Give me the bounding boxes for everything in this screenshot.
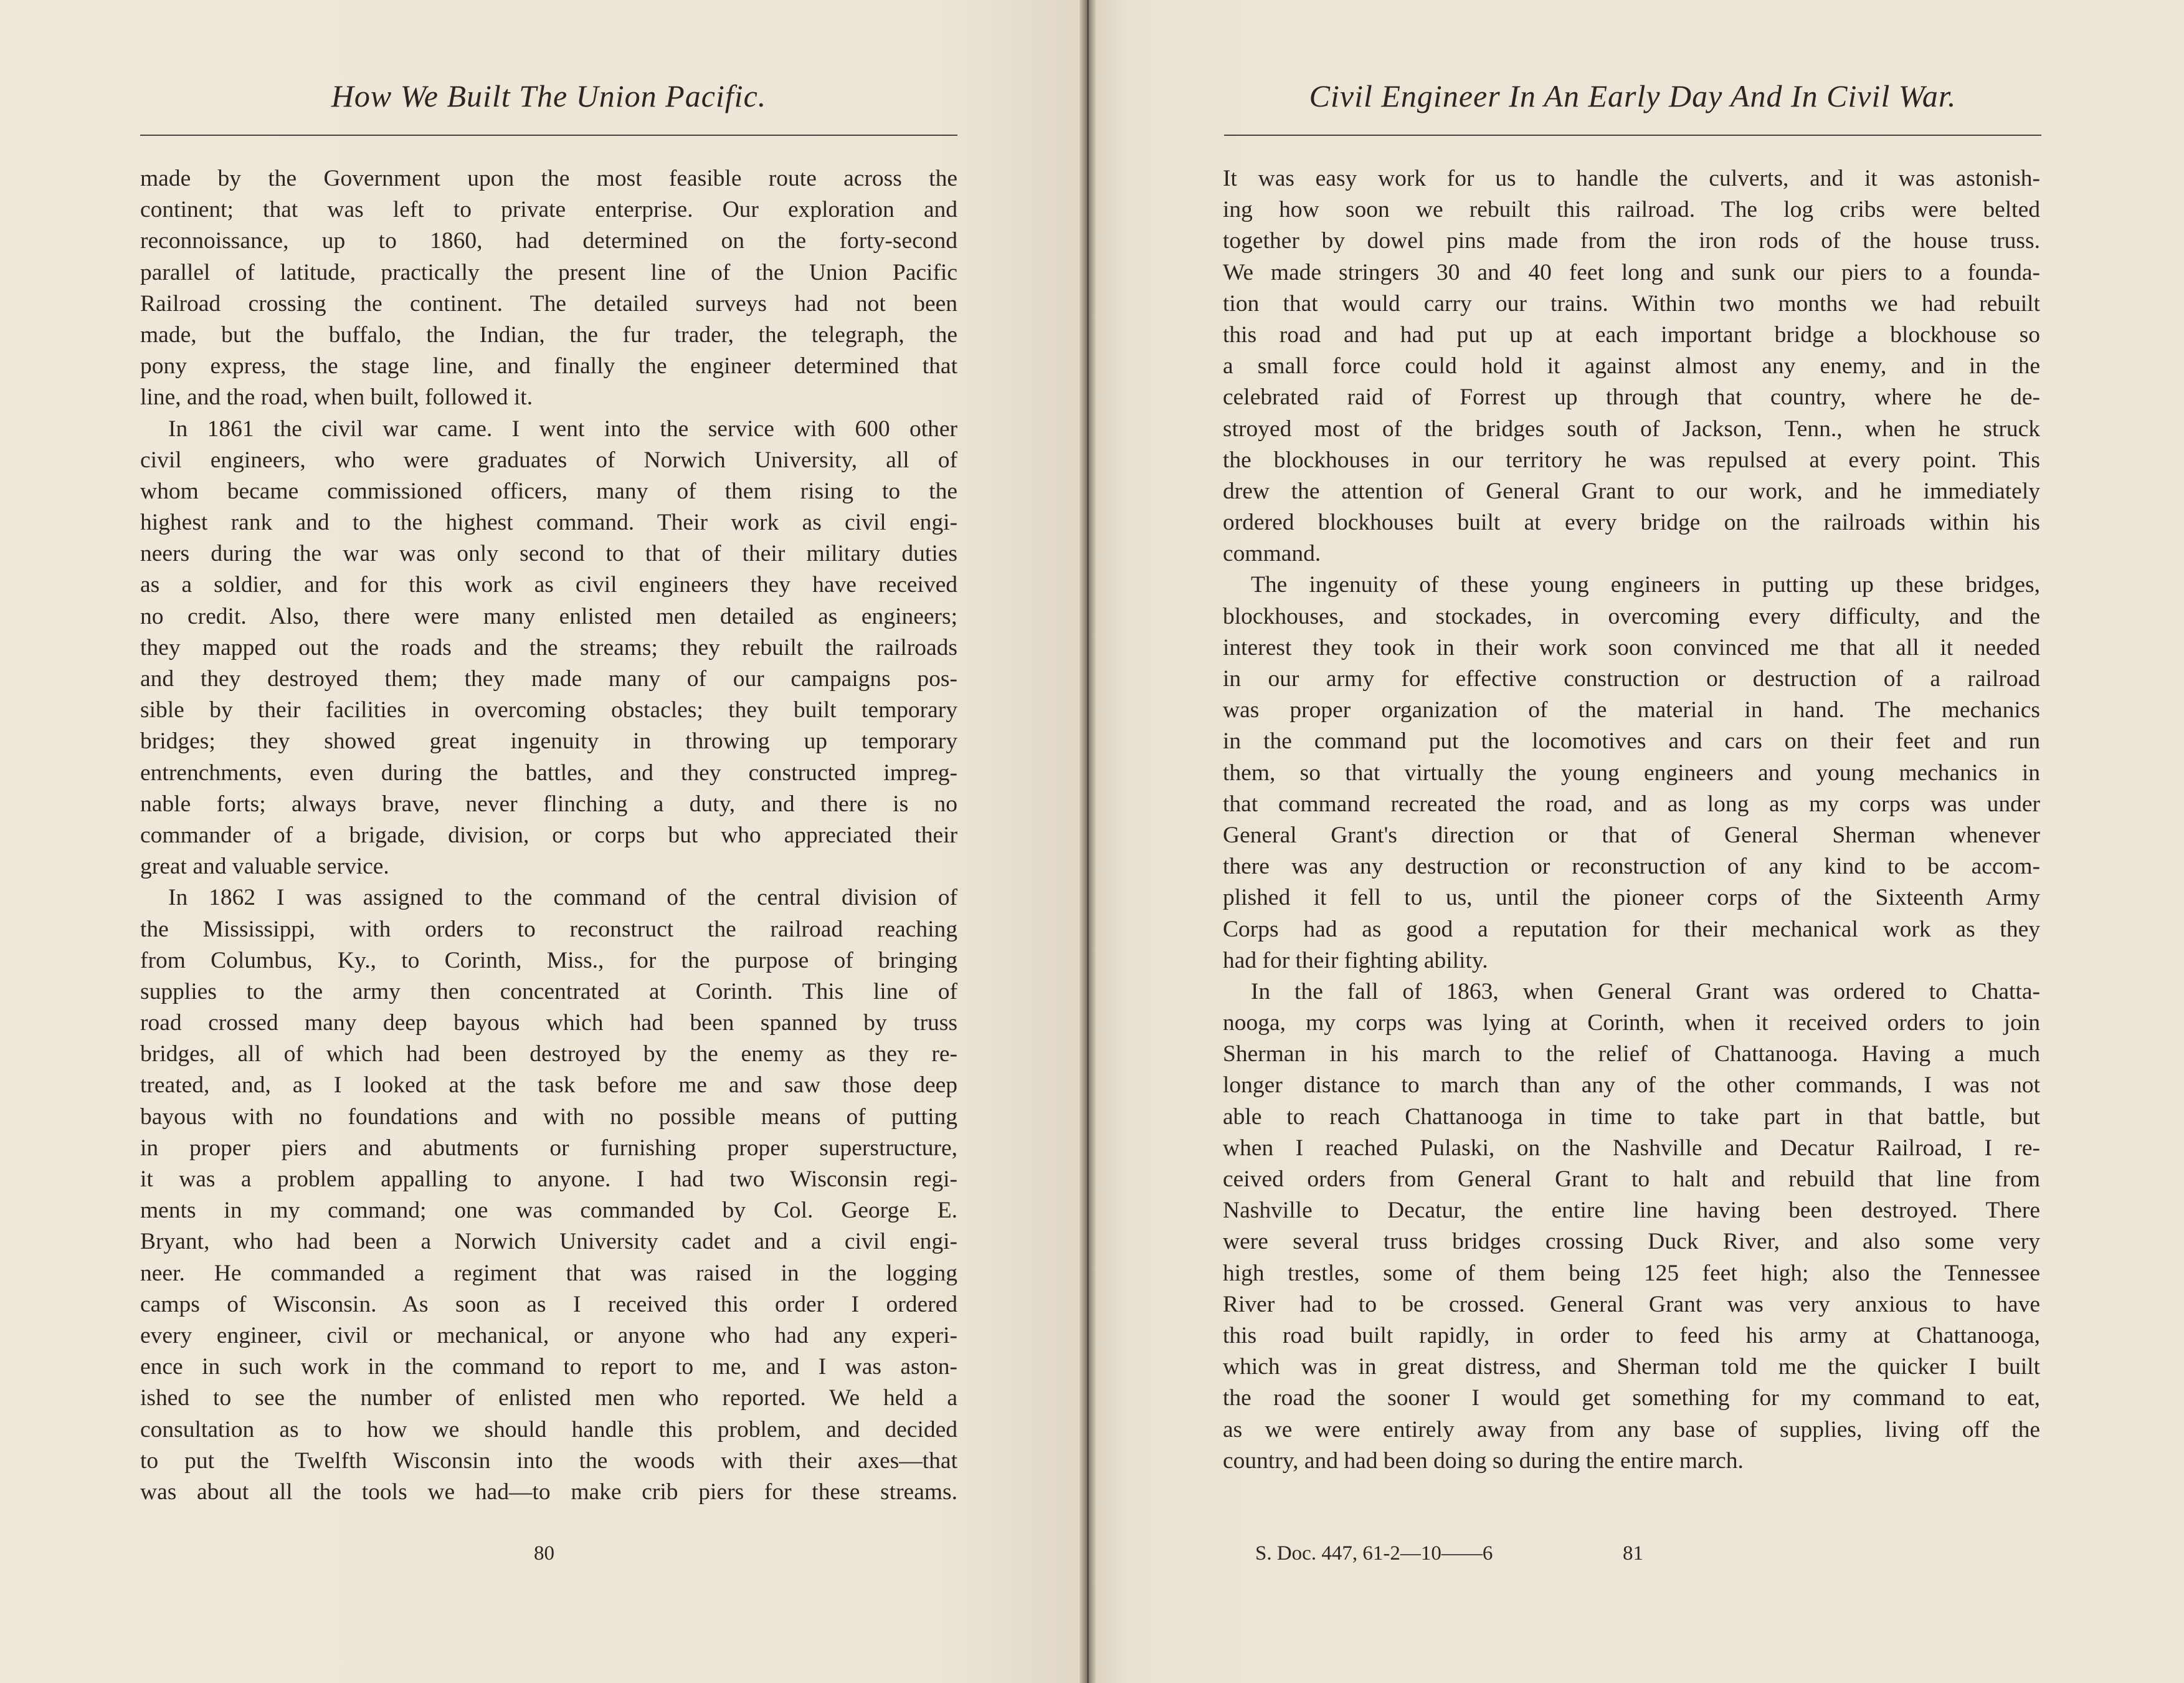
text-line: camps of Wisconsin. As soon as I received this order I ordered [140,1291,957,1317]
text-line: which was in great distress, and Sherman told me the quicker I built [1223,1354,2040,1380]
text-line: In 1861 the civil war came. I went into the service with 600 other [168,416,957,442]
text-line: Bryant, who had been a Norwich University cadet and a civil engi- [140,1229,957,1255]
text-line: neer. He commanded a regiment that was raised in the logging [140,1260,957,1286]
text-line: interest they took in their work soon convinced me that all it needed [1223,634,2040,660]
text-line: stroyed most of the bridges south of Jackson, Tenn., when he struck [1223,416,2040,442]
text-line: made, but the buffalo, the Indian, the fur trader, the telegraph, the [140,322,957,348]
right-head-rule [1224,135,2041,136]
text-line: We made stringers 30 and 40 feet long and sunk our piers to a founda- [1223,259,2040,285]
text-line: plished it fell to us, until the pioneer corps of the Sixteenth Army [1223,885,2040,911]
text-line: In the fall of 1863, when General Grant was ordered to Chatta- [1251,978,2040,1004]
text-line: Railroad crossing the continent. The detailed surveys had not been [140,290,957,317]
text-line: the road the sooner I would get something for my command to eat, [1223,1385,2040,1411]
right-page-number: 81 [1623,1542,1643,1565]
text-line: bayous with no foundations and with no possible means of putting [140,1104,957,1130]
text-line: tion that would carry our trains. Within two months we had rebuilt [1223,290,2040,317]
text-line: great and valuable service. [140,854,389,880]
text-line: consultation as to how we should handle this problem, and decided [140,1416,957,1442]
text-line: ished to see the number of enlisted men who reported. We held a [140,1385,957,1411]
text-line: bridges, all of which had been destroyed by the enemy as they re- [140,1041,957,1067]
text-line: line, and the road, when built, followed it. [140,384,533,411]
text-line: in the command put the locomotives and cars on their feet and run [1223,728,2040,755]
text-line: was about all the tools we had—to make crib piers for these streams. [140,1479,957,1505]
text-line: this road built rapidly, in order to feed his army at Chattanooga, [1223,1322,2040,1348]
text-line: that command recreated the road, and as long as my corps was under [1223,791,2040,817]
text-line: had for their fighting ability. [1223,947,1488,973]
text-line: celebrated raid of Forrest up through that country, where he de- [1223,384,2040,411]
text-line: longer distance to march than any of the other commands, I was not [1223,1072,2040,1099]
text-line: ence in such work in the command to report to me, and I was aston- [140,1354,957,1380]
text-line: high trestles, some of them being 125 feet high; also the Tennessee [1223,1260,2040,1286]
text-line: road crossed many deep bayous which had been spanned by truss [140,1010,957,1036]
text-line: them, so that virtually the young engineers and young mechanics in [1223,760,2040,786]
text-line: bridges; they showed great ingenuity in throwing up temporary [140,728,957,755]
text-line: The ingenuity of these young engineers in putting up these bridges, [1251,572,2040,598]
signature-mark: S. Doc. 447, 61-2—10——6 [1255,1542,1493,1565]
text-line: continent; that was left to private enterprise. Our exploration and [140,197,957,223]
text-line: reconnoissance, up to 1860, had determined on the forty-second [140,228,957,254]
text-line: neers during the war was only second to that of their military duties [140,541,957,567]
text-line: drew the attention of General Grant to our work, and he immediately [1223,478,2040,504]
text-line: it was a problem appalling to anyone. I had two Wisconsin regi- [140,1166,957,1192]
right-page [1087,0,2184,1683]
text-line: Corps had as good a reputation for their mechanical work as they [1223,916,2040,942]
text-line: when I reached Pulaski, on the Nashville and Decatur Railroad, I re- [1223,1135,2040,1161]
right-page-body [1223,163,2040,1477]
text-line: civil engineers, who were graduates of Norwich University, all of [140,447,957,473]
text-line: pony express, the stage line, and finally the engineer determined that [140,353,957,379]
text-line: Nashville to Decatur, the entire line having been destroyed. There [1223,1198,2040,1224]
text-line: ceived orders from General Grant to halt and rebuild that line from [1223,1166,2040,1192]
text-line: ments in my command; one was commanded by Col. George E. [140,1198,957,1224]
text-line: whom became commissioned officers, many of them rising to the [140,478,957,504]
text-line: was proper organization of the material in hand. The mechanics [1223,697,2040,723]
text-line: Sherman in his march to the relief of Chattanooga. Having a much [1223,1041,2040,1067]
text-line: country, and had been doing so during the entire march. [1223,1447,1744,1474]
text-line: nable forts; always brave, never flinching a duty, and there is no [140,791,957,817]
text-line: there was any destruction or reconstruction of any kind to be accom- [1223,854,2040,880]
text-line: they mapped out the roads and the streams; they rebuilt the railroads [140,634,957,660]
text-line: supplies to the army then concentrated at Corinth. This line of [140,978,957,1004]
text-line: River had to be crossed. General Grant was very anxious to have [1223,1291,2040,1317]
left-page [0,0,1087,1683]
text-line: able to reach Chattanooga in time to take part in that battle, but [1223,1104,2040,1130]
text-line: a small force could hold it against almost any enemy, and in the [1223,353,2040,379]
left-head-rule [140,135,957,136]
text-line: to put the Twelfth Wisconsin into the woods with their axes—that [140,1447,957,1474]
text-line: commander of a brigade, division, or corps but who appreciated their [140,822,957,848]
text-line: command. [1223,541,1321,567]
text-line: highest rank and to the highest command. Their work as civil engi- [140,510,957,536]
text-line: were several truss bridges crossing Duck River, and also some very [1223,1229,2040,1255]
text-line: from Columbus, Ky., to Corinth, Miss., for the purpose of bringing [140,947,957,973]
text-line: no credit. Also, there were many enlisted men detailed as engineers; [140,603,957,629]
book-gutter [1080,0,1096,1683]
text-line: General Grant's direction or that of General Sherman whenever [1223,822,2040,848]
text-line: ing how soon we rebuilt this railroad. The log cribs were belted [1223,197,2040,223]
text-line: as we were entirely away from any base of supplies, living off the [1223,1416,2040,1442]
text-line: in proper piers and abutments or furnishing proper superstructure, [140,1135,957,1161]
text-line: sible by their facilities in overcoming obstacles; they built temporary [140,697,957,723]
text-line: nooga, my corps was lying at Corinth, when it received orders to join [1223,1010,2040,1036]
text-line: every engineer, civil or mechanical, or anyone who had any experi- [140,1322,957,1348]
text-line: made by the Government upon the most feasible route across the [140,166,957,191]
text-line: It was easy work for us to handle the culverts, and it was astonish- [1223,166,2040,191]
text-line: parallel of latitude, practically the present line of the Union Pacific [140,259,957,285]
left-page-number: 80 [534,1542,554,1565]
text-line: and they destroyed them; they made many of our campaigns pos- [140,666,957,692]
text-line: the blockhouses in our territory he was repulsed at every point. This [1223,447,2040,473]
text-line: together by dowel pins made from the iron rods of the house truss. [1223,228,2040,254]
text-line: In 1862 I was assigned to the command of the central division of [168,885,957,911]
text-line: in our army for effective construction or destruction of a railroad [1223,666,2040,692]
text-line: this road and had put up at each important bridge a blockhouse so [1223,322,2040,348]
text-line: treated, and, as I looked at the task before me and saw those deep [140,1072,957,1099]
left-page-body [140,163,957,1508]
text-line: blockhouses, and stockades, in overcoming every difficulty, and the [1223,603,2040,629]
text-line: entrenchments, even during the battles, and they constructed impreg- [140,760,957,786]
text-line: ordered blockhouses built at every bridge on the railroads within his [1223,510,2040,536]
text-line: as a soldier, and for this work as civil engineers they have received [140,572,957,598]
text-line: the Mississippi, with orders to reconstruct the railroad reaching [140,916,957,942]
left-running-head: How We Built The Union Pacific. [331,79,767,113]
right-running-head: Civil Engineer In An Early Day And In Civil War. [1309,79,1957,113]
